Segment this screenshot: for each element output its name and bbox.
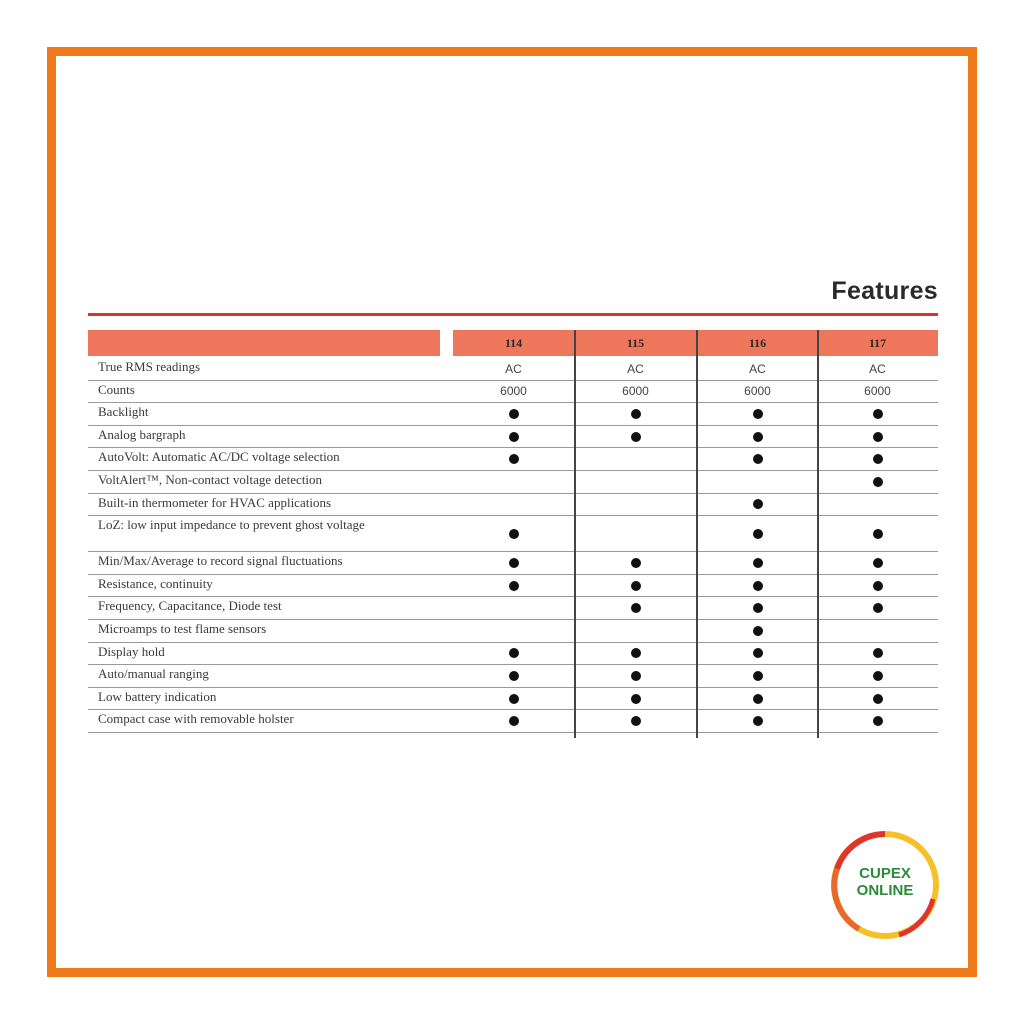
table-row	[88, 710, 938, 733]
bullet-dot-icon	[873, 581, 883, 591]
feature-cell-model-115	[575, 575, 696, 597]
feature-label: AutoVolt: Automatic AC/DC voltage selection	[98, 449, 340, 465]
feature-cell-model-116	[697, 552, 818, 574]
feature-cell-model-116	[697, 688, 818, 710]
bullet-dot-icon	[753, 648, 763, 658]
feature-cell-model-117	[817, 403, 938, 425]
model-header-114: 114	[453, 330, 574, 356]
feature-cell-model-114	[453, 665, 574, 687]
feature-label: Counts	[98, 381, 135, 397]
bullet-dot-icon	[753, 529, 763, 539]
bullet-dot-icon	[631, 648, 641, 658]
bullet-dot-icon	[631, 409, 641, 419]
table-row	[88, 516, 938, 552]
value-cell-model-117: AC	[869, 361, 886, 376]
feature-cell-model-114	[453, 426, 574, 448]
value-cell-model-115: AC	[627, 361, 644, 376]
feature-label: Low battery indication	[98, 688, 217, 704]
feature-cell-model-114	[453, 448, 574, 470]
empty-cell	[575, 494, 696, 516]
feature-cell-model-114	[453, 403, 574, 425]
feature-cell-model-117	[817, 448, 938, 470]
bullet-dot-icon	[753, 581, 763, 591]
feature-label: Frequency, Capacitance, Diode test	[98, 598, 282, 614]
feature-cell-model-114	[453, 710, 574, 732]
feature-cell-model-116	[697, 620, 818, 642]
empty-cell	[575, 620, 696, 642]
feature-cell-model-117	[817, 426, 938, 448]
bullet-dot-icon	[873, 454, 883, 464]
bullet-dot-icon	[873, 648, 883, 658]
bullet-dot-icon	[873, 477, 883, 487]
bullet-dot-icon	[631, 716, 641, 726]
column-divider	[817, 330, 819, 738]
empty-cell	[817, 620, 938, 642]
column-divider	[696, 330, 698, 738]
feature-cell-model-115	[575, 710, 696, 732]
bullet-dot-icon	[753, 409, 763, 419]
table-body	[88, 358, 938, 733]
feature-cell-model-115	[575, 643, 696, 665]
bullet-dot-icon	[631, 603, 641, 613]
bullet-dot-icon	[753, 432, 763, 442]
feature-cell-model-117	[817, 516, 938, 551]
feature-cell-model-114	[453, 643, 574, 665]
table-row	[88, 643, 938, 666]
feature-cell-model-115	[575, 552, 696, 574]
bullet-dot-icon	[753, 499, 763, 509]
table-row	[88, 358, 938, 381]
bullet-dot-icon	[873, 671, 883, 681]
bullet-dot-icon	[873, 409, 883, 419]
feature-cell-model-116	[697, 448, 818, 470]
bullet-dot-icon	[753, 694, 763, 704]
bullet-dot-icon	[509, 558, 519, 568]
empty-cell	[453, 471, 574, 493]
feature-cell-model-116	[697, 597, 818, 619]
feature-cell-model-116	[697, 710, 818, 732]
empty-cell	[817, 494, 938, 516]
feature-cell-model-116	[697, 643, 818, 665]
table-row	[88, 597, 938, 620]
feature-label: Display hold	[98, 643, 165, 659]
table-row	[88, 403, 938, 426]
bullet-dot-icon	[631, 432, 641, 442]
bullet-dot-icon	[753, 558, 763, 568]
feature-label: True RMS readings	[98, 359, 201, 374]
logo-text-line1: CUPEX	[859, 865, 911, 882]
feature-cell-model-115	[575, 403, 696, 425]
table-row	[88, 494, 938, 517]
table-row	[88, 381, 938, 404]
empty-cell	[453, 494, 574, 516]
bullet-dot-icon	[873, 432, 883, 442]
value-cell-model-114: 6000	[500, 384, 527, 399]
feature-cell-model-114	[453, 575, 574, 597]
feature-label: Analog bargraph	[98, 426, 186, 442]
feature-cell-model-117	[817, 471, 938, 493]
feature-cell-model-115	[575, 665, 696, 687]
bullet-dot-icon	[873, 716, 883, 726]
table-row	[88, 620, 938, 643]
feature-cell-model-114	[453, 516, 574, 551]
feature-cell-model-116	[697, 403, 818, 425]
section-title: Features	[831, 277, 938, 305]
feature-label: Microamps to test flame sensors	[98, 620, 267, 636]
feature-label: VoltAlert™, Non-contact voltage detection	[98, 471, 323, 487]
feature-cell-model-117	[817, 665, 938, 687]
feature-cell-model-117	[817, 552, 938, 574]
feature-cell-model-114	[453, 688, 574, 710]
logo-text-line2: ONLINE	[856, 882, 914, 899]
feature-label: Auto/manual ranging	[98, 666, 209, 682]
bullet-dot-icon	[509, 529, 519, 539]
feature-cell-model-115	[575, 426, 696, 448]
empty-cell	[575, 448, 696, 470]
bullet-dot-icon	[509, 454, 519, 464]
feature-cell-model-117	[817, 710, 938, 732]
empty-cell	[453, 597, 574, 619]
model-header-115: 115	[575, 330, 696, 356]
feature-cell-model-116	[697, 665, 818, 687]
bullet-dot-icon	[509, 432, 519, 442]
column-divider	[574, 330, 576, 738]
header-label-cell	[88, 330, 440, 356]
table-row	[88, 471, 938, 494]
features-table	[88, 330, 938, 727]
cupex-online-logo	[829, 829, 941, 941]
bullet-dot-icon	[753, 454, 763, 464]
bullet-dot-icon	[509, 694, 519, 704]
table-header	[88, 330, 938, 356]
feature-cell-model-117	[817, 597, 938, 619]
bullet-dot-icon	[753, 626, 763, 636]
feature-label: Backlight	[98, 404, 149, 420]
table-row	[88, 665, 938, 688]
bullet-dot-icon	[873, 603, 883, 613]
table-row	[88, 688, 938, 711]
table-row	[88, 575, 938, 598]
feature-cell-model-115	[575, 688, 696, 710]
bullet-dot-icon	[509, 671, 519, 681]
feature-label: Resistance, continuity	[98, 575, 213, 591]
value-cell-model-116: AC	[749, 361, 766, 376]
feature-label: Built-in thermometer for HVAC applications	[98, 494, 331, 510]
bullet-dot-icon	[753, 603, 763, 613]
value-cell-model-114: AC	[505, 361, 522, 376]
bullet-dot-icon	[753, 716, 763, 726]
bullet-dot-icon	[509, 581, 519, 591]
bullet-dot-icon	[631, 671, 641, 681]
table-row	[88, 552, 938, 575]
bullet-dot-icon	[509, 409, 519, 419]
bullet-dot-icon	[631, 558, 641, 568]
bullet-dot-icon	[509, 648, 519, 658]
title-rule	[88, 313, 938, 316]
feature-label: LoZ: low input impedance to prevent ghost voltage	[98, 517, 365, 533]
feature-label: Compact case with removable holster	[98, 711, 294, 727]
feature-cell-model-117	[817, 643, 938, 665]
feature-cell-model-115	[575, 597, 696, 619]
value-cell-model-117: 6000	[864, 384, 891, 399]
model-header-117: 117	[817, 330, 938, 356]
value-cell-model-116: 6000	[744, 384, 771, 399]
table-row	[88, 448, 938, 471]
model-header-116: 116	[697, 330, 818, 356]
bullet-dot-icon	[873, 529, 883, 539]
empty-cell	[575, 471, 696, 493]
feature-cell-model-117	[817, 575, 938, 597]
table-row	[88, 426, 938, 449]
bullet-dot-icon	[873, 558, 883, 568]
bullet-dot-icon	[753, 671, 763, 681]
feature-cell-model-116	[697, 516, 818, 551]
bullet-dot-icon	[631, 581, 641, 591]
empty-cell	[697, 471, 818, 493]
bullet-dot-icon	[509, 716, 519, 726]
bullet-dot-icon	[631, 694, 641, 704]
feature-label: Min/Max/Average to record signal fluctuations	[98, 553, 343, 569]
empty-cell	[575, 516, 696, 551]
bullet-dot-icon	[873, 694, 883, 704]
feature-cell-model-116	[697, 426, 818, 448]
feature-cell-model-116	[697, 494, 818, 516]
value-cell-model-115: 6000	[622, 384, 649, 399]
feature-cell-model-117	[817, 688, 938, 710]
empty-cell	[453, 620, 574, 642]
feature-cell-model-116	[697, 575, 818, 597]
feature-cell-model-114	[453, 552, 574, 574]
